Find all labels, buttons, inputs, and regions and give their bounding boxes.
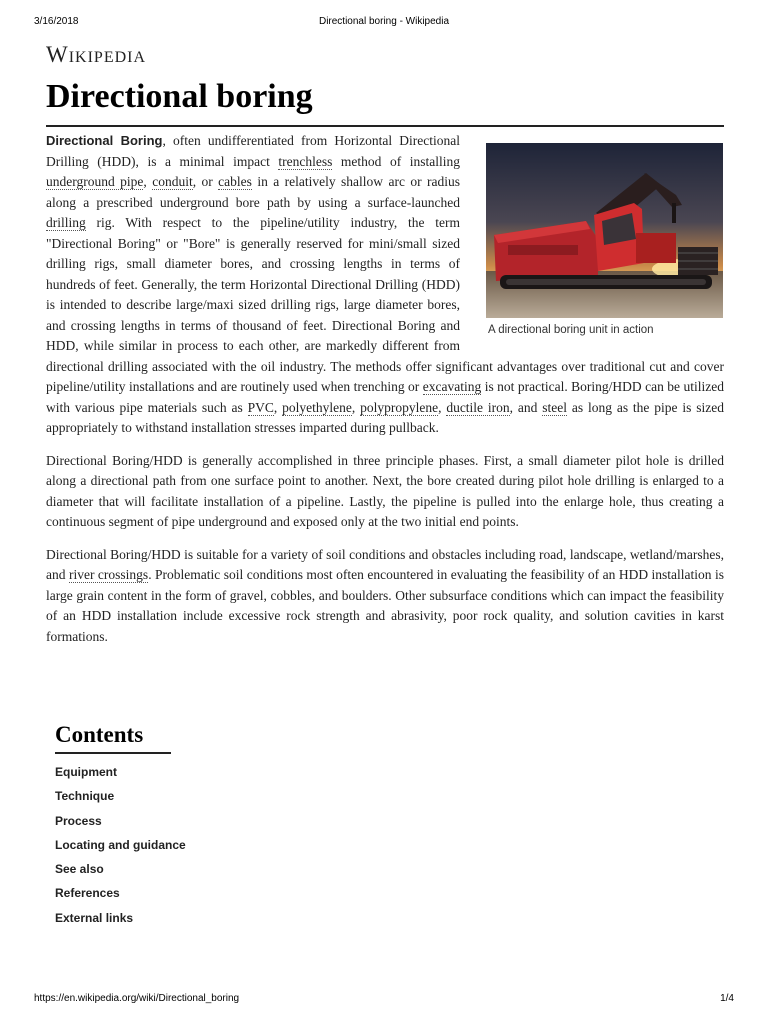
wikipedia-logo[interactable]: Wikipedia (46, 42, 147, 67)
article-text: is not practical. Boring/HDD can be utilized with various pipe materials such as (46, 379, 724, 415)
table-of-contents (55, 722, 255, 934)
wiki-link[interactable]: drilling (46, 215, 86, 230)
article-text: Directional Boring/HDD is suitable for a variety of soil conditions and obstacles including road, landscape, wetland/marshes, and (46, 546, 724, 582)
article-text: , (438, 399, 447, 415)
toc-list (55, 764, 255, 934)
wiki-link[interactable]: steel (542, 399, 567, 415)
wiki-link[interactable]: underground pipe (46, 174, 144, 189)
article-text: Directional Boring/HDD is generally accomplished in three principle phases. First, a small diameter pilot hole is drilled along a directional path from one surface point to another. Next, the bore created during pilot hole drilling is enlarged to a diameter that will facilitate installation of a pipeline. Lastly, the pipeline is pulled into the enlarge hole, thus creating a continuous segment of pipe underground and exposed only at the two initial end points. (46, 452, 724, 529)
article-text: , or (192, 174, 219, 189)
article-text: rig. With respect to the pipeline/utility industry, the term "Directional Boring" or "Bore" is generally reserved for mini/small sized drilling rigs, small diameter bores, and crossing lengths in terms of hundreds of feet. Generally, the term Horizontal Directional Drilling (HDD) is intended to describe large/maxi sized drilling rigs, large diameter bores, and crossing lengths in terms of thousand of feet. Directional Boring and HDD, while similar in process to each other, are markedly different from directional drilling associated with the oil industry. The methods offer significant advantages over traditional cut and cover pipeline/utility installations and are routinely used when trenching or (46, 215, 724, 394)
article-text: , (351, 399, 361, 415)
article-text: . Problematic soil conditions most often encountered in evaluating the feasibility of an HDD installation is large grain content in the form of gravel, cobbles, and boulders. Other subsurface conditions which can impact the feasibility of an HDD installation include excessive rock strength and abrasivity, poor rock quality, and solution cavities in karst formations. (46, 567, 725, 644)
print-header (34, 16, 734, 30)
toc-item-external-links[interactable]: External links (55, 910, 134, 925)
article-subject-bold: Directional Boring (46, 133, 163, 148)
article-text: as long as the pipe is sized appropriately to withstand installation stresses imparted during pullback. (46, 399, 724, 435)
article-text: method of installing (332, 153, 460, 169)
print-url: https://en.wikipedia.org/wiki/Directional_boring (34, 993, 240, 1004)
toc-item-equipment[interactable]: Equipment (55, 765, 117, 779)
article-paragraph-conditions (46, 545, 724, 648)
title-divider (46, 125, 724, 127)
wiki-link[interactable]: conduit (152, 174, 193, 189)
print-date: 3/16/2018 (34, 16, 79, 27)
print-footer (34, 993, 734, 1007)
article-text: , and (509, 399, 543, 415)
wiki-link[interactable]: ductile iron (446, 399, 510, 415)
page-title: Directional boring (46, 78, 313, 115)
article-text: , (143, 174, 153, 189)
directional-boring-unit-image[interactable] (486, 143, 723, 318)
wiki-link[interactable]: trenchless (278, 153, 333, 169)
wiki-link[interactable]: excavating (422, 379, 482, 394)
toc-title: Contents (55, 722, 171, 754)
wiki-link[interactable]: polypropylene (360, 399, 439, 415)
print-page-number: 1/4 (720, 993, 734, 1004)
figure-caption: A directional boring unit in action (488, 324, 654, 336)
wiki-link[interactable]: PVC (247, 399, 274, 415)
toc-item-see-also[interactable]: See also (55, 862, 104, 877)
infobox-figure (486, 143, 724, 337)
wiki-link[interactable]: polyethylene (282, 399, 352, 415)
print-title: Directional boring - Wikipedia (318, 16, 450, 27)
article-text: , (273, 399, 283, 415)
article-text: , often undifferentiated from Horizontal Directional Drilling (HDD), is a minimal impact (46, 133, 460, 169)
toc-item-references[interactable]: References (55, 886, 120, 901)
wiki-link[interactable]: cables (218, 174, 252, 189)
article-paragraph-phases (46, 451, 724, 533)
wiki-link[interactable]: river crossings (68, 567, 149, 582)
toc-item-locating-and-guidance[interactable]: Locating and guidance (55, 837, 186, 852)
article-text: in a relatively shallow arc or radius along a prescribed underground bore path by using a surface-launched (46, 174, 461, 210)
toc-item-process[interactable]: Process (55, 813, 102, 828)
toc-item-technique[interactable]: Technique (55, 789, 115, 804)
article-body (46, 131, 724, 659)
